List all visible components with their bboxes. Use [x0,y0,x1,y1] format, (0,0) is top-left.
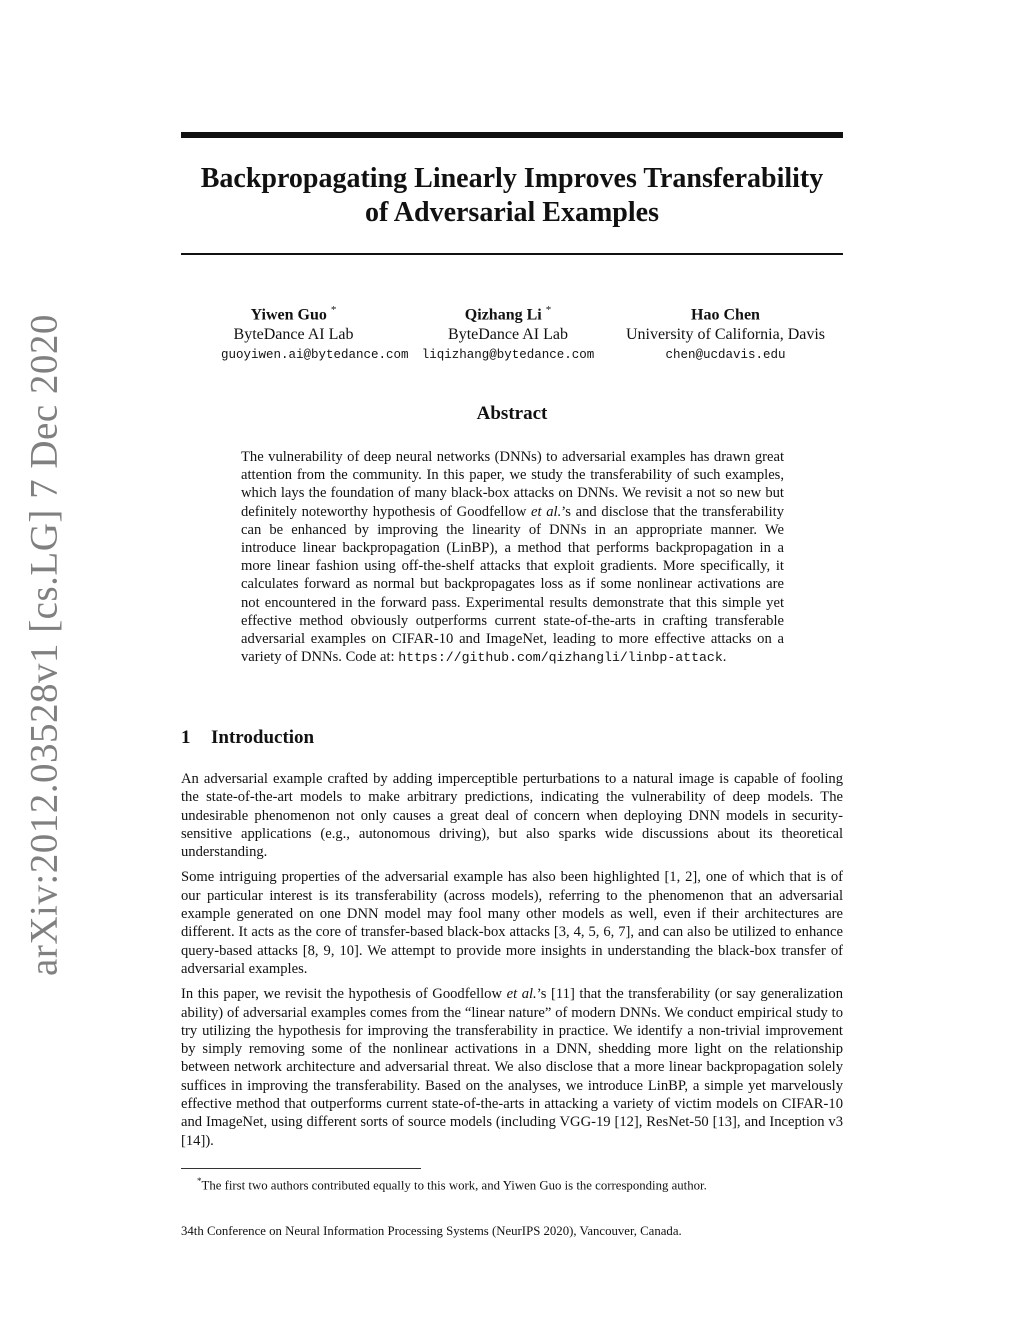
author-1 [221,300,409,366]
et-al: et al. [531,503,562,520]
author-affiliation: University of California, Davis [625,326,826,344]
section-title: Introduction [211,727,315,748]
footnote-mark: * [197,1176,202,1186]
title-bottom-rule [181,253,843,255]
paragraph: In this paper, we revisit the hypothesis of Goodfellow et al.’s [11] that the transferability (or say generalization ability) of adversarial examples comes from the “linear nature” of modern DNNs. We conduct empirical study to try utilizing the hypothesis for improving the transferability in practice. We identify a non-trivial improvement by simply removing some of the nonlinear activations in a DNN, shedding more light on the relationship between network architecture and adversarial threat. We also disclose that a more linear backpropagation solely suffices in improving the transferability. Based on the analyses, we introduce LinBP, a simple yet marvelously effective method that outperforms current state-of-the-arts in attacking a variety of victim models on CIFAR-10 and ImageNet, using different sorts of source models (including VGG-19 [12], ResNet-50 [13], and Inception v3 [14]). [181,986,844,1149]
abstract-heading: Abstract [476,403,548,424]
paragraph: Some intriguing properties of the adversarial example has also been highlighted [1, 2], one of which that is of our particular interest is its transferability (across models), referring to the phenomenon that an adversarial example generated on one DNN model may fool many other models as well, even if their architectures are different. It acts as the core of transfer-based black-box attacks [3, 4, 5, 6, 7], and can also be utilized to enhance query-based attacks [8, 9, 10]. We attempt to provide more insights in understanding the black-box transfer of adversarial examples. [181,869,843,977]
author-affiliation: ByteDance AI Lab [448,326,568,344]
code-link[interactable]: https://github.com/qizhangli/linbp-attack [398,650,723,666]
title-top-rule [181,132,843,138]
author-2 [421,300,595,366]
arxiv-identifier-text: arXiv:2012.03528v1 [cs.LG] 7 Dec 2020 [22,314,66,976]
footnote-text: The first two authors contributed equally to this work, and Yiwen Guo is the corresponding author. [201,1178,707,1193]
author-block [181,300,843,370]
author-email[interactable]: chen@ucdavis.edu [665,348,786,363]
author-name: Yiwen Guo [250,306,327,324]
title-line-1: Backpropagating Linearly Improves Transferability [200,163,824,194]
footnote-rule [181,1168,421,1169]
author-email[interactable]: liqizhang@bytedance.com [421,348,595,363]
venue-note: 34th Conference on Neural Information Processing Systems (NeurIPS 2020), Vancouver, Canada. [181,1224,682,1238]
author-affiliation: ByteDance AI Lab [233,326,354,344]
paragraph: An adversarial example crafted by adding imperceptible perturbations to a natural image is capable of fooling the state-of-the-art models to make arbitrary predictions, indicating the vulnerability of deep models. The undesirable phenomenon not only causes a great deal of concern when deploying DNN models in security-sensitive applications (e.g., autonomous driving), but also sparks wide discussions about its theoretical understanding. [181,771,843,861]
author-mark: * [330,304,337,316]
abstract-text: The vulnerability of deep neural networks (DNNs) to adversarial examples has drawn great attention from the community. In this paper, we study the transferability of such examples, which lays the foundation of many black-box attacks on DNNs. We revisit a not so new but definitely noteworthy hypothesis of Goodfellow et al.’s and disclose that the transferability can be enhanced by improving the linearity of DNNs in an appropriate manner. We introduce linear backpropagation (LinBP), a method that performs backpropagation in a more linear fashion using off-the-shelf attacks that exploit gradients. More specifically, it calculates forward as normal but backpropagates loss as if some nonlinear activations are not encountered in the forward pass. Experimental results demonstrate that this simple yet effective method obviously outperforms current state-of-the-arts in crafting transferable adversarial examples on CIFAR-10 and ImageNet, leading to more effective attacks on a variety of DNNs. Code at: https://github.com/qizhangli/linbp-attack. [241,449,784,666]
author-name: Qizhang Li [464,306,542,324]
author-mark: * [545,304,552,316]
paper-title [181,162,843,230]
author-3 [622,300,829,366]
footnote [197,1173,837,1193]
section-number: 1 [181,727,191,748]
author-name: Hao Chen [691,306,760,324]
introduction-body [181,770,843,1157]
section-heading-introduction [181,727,314,749]
et-al: et al. [506,986,537,1003]
title-line-2: of Adversarial Examples [365,197,659,228]
author-email[interactable]: guoyiwen.ai@bytedance.com [221,348,409,363]
